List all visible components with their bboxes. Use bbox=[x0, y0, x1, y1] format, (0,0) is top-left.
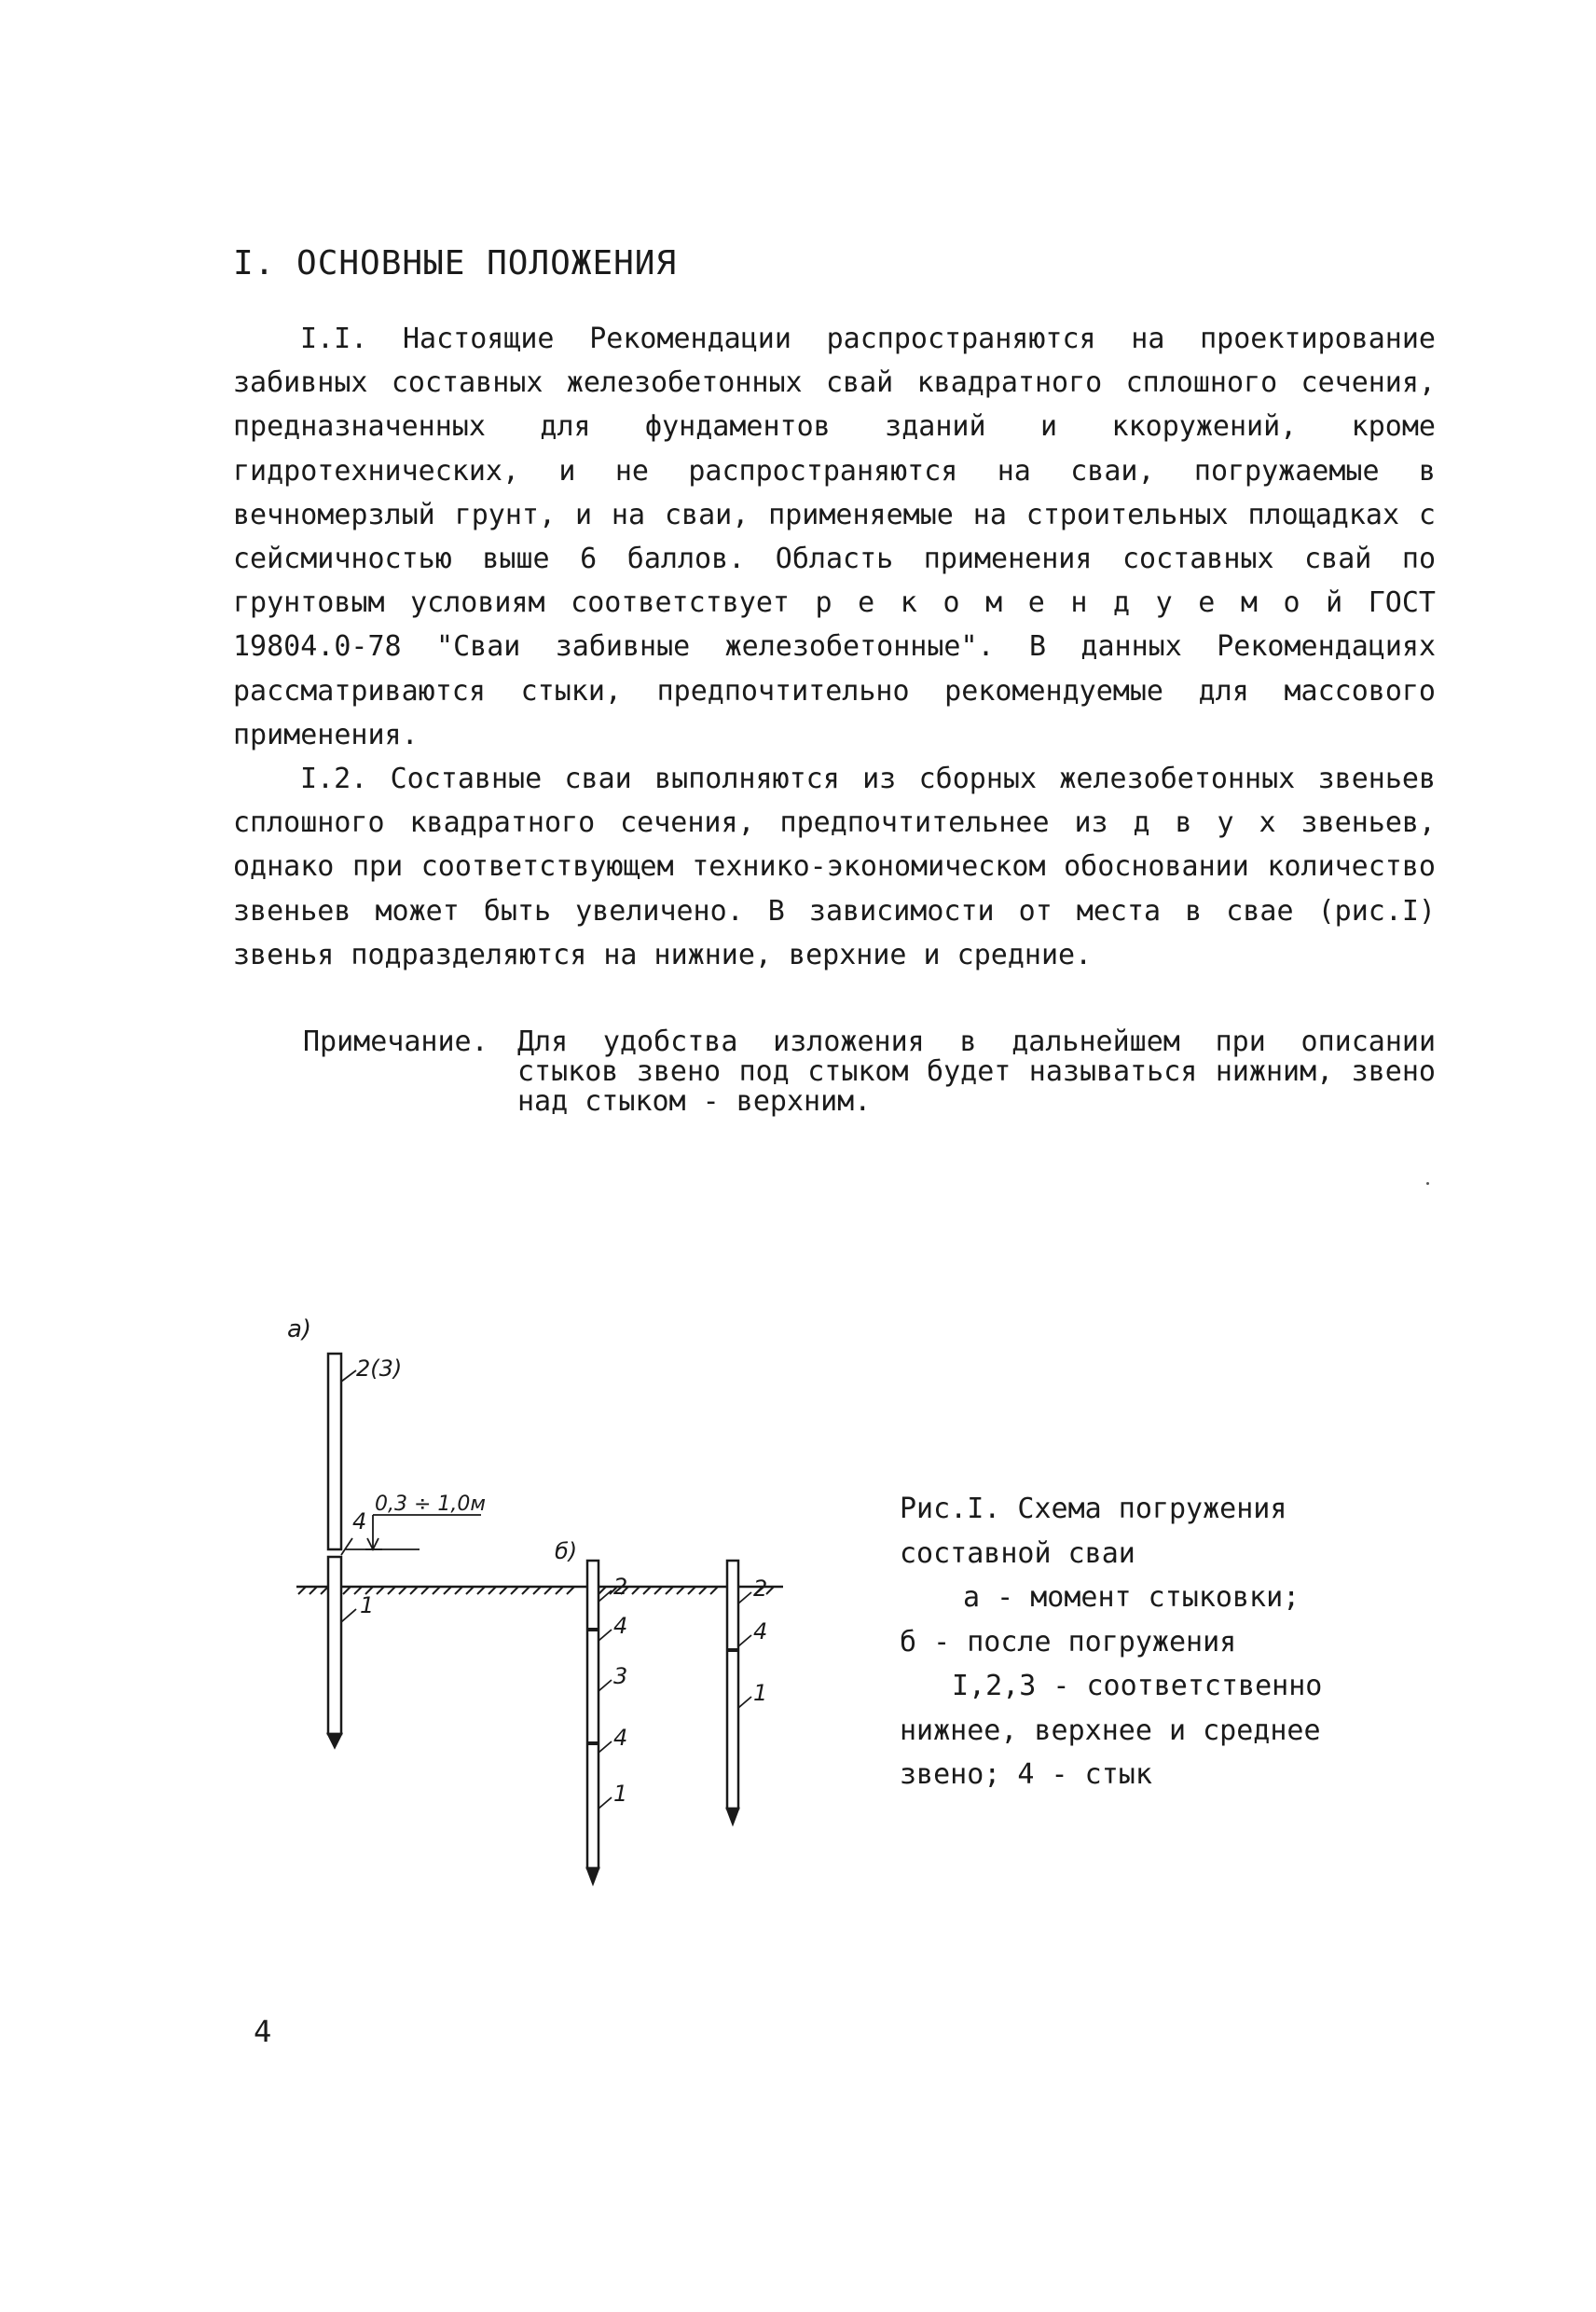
caption-line-7: звено; 4 - стык bbox=[900, 1758, 1152, 1791]
pile-a-leaders bbox=[341, 1370, 356, 1622]
caption-line-5: I,2,3 - соответственно bbox=[952, 1670, 1323, 1702]
label-2-pile-b2: 2 bbox=[753, 1576, 768, 1602]
caption-line-4: б - после погружения bbox=[900, 1625, 1237, 1658]
paragraph-1-1 bbox=[233, 317, 1436, 757]
label-2-3: 2(3) bbox=[356, 1356, 403, 1382]
label-2-pile-b1: 2 bbox=[613, 1574, 628, 1600]
note-label: Примечание. bbox=[303, 1025, 488, 1058]
paragraph-1-1-text: I.I. Настоящие Рекомендации распространяются на проектирование забивных составных железобетонных свай квадратного сплошного сечения, предназначенных для фундаментов зданий и ккоружений, кроме гидротехнических, и не распространяются на сваи, погружаемые в вечномерзлый грунт, и на сваи, применяемые на строительных площадках с сейсмичностью выше 6 баллов. Область применения составных свай по грунтовым условиям соответствует р е к о м е н д у е м о й ГОСТ 19804.0-78 "Сваи забивные железобетонные". В данных Рекомендациях рассматриваются стыки, предпочтительно рекомендуемые для массового применения. bbox=[233, 323, 1436, 751]
label-1-pile-a: 1 bbox=[360, 1592, 375, 1618]
label-4-pile-b1-lower: 4 bbox=[613, 1725, 628, 1751]
label-4-pile-b2: 4 bbox=[753, 1618, 768, 1645]
section-heading: I. ОСНОВНЫЕ ПОЛОЖЕНИЯ bbox=[233, 244, 678, 282]
page-number: 4 bbox=[254, 2014, 272, 2049]
caption-line-6: нижнее, верхнее и среднее bbox=[900, 1713, 1321, 1747]
label-3-pile-b1: 3 bbox=[613, 1663, 628, 1689]
label-b: б) bbox=[555, 1538, 578, 1564]
pile-a-upper-link bbox=[328, 1354, 341, 1549]
caption-line-1: Рис.I. Схема погружения bbox=[900, 1493, 1287, 1525]
paragraph-1-2-text: I.2. Составные сваи выполняются из сборных железобетонных звеньев сплошного квадратного сечения, предпочтительнее из д в у х звеньев, однако при соответствующем технико-экономическом обосновании количество звеньев может быть увеличено. В зависимости от места в свае (рис.I) звенья подразделяются на нижние, верхние и средние. bbox=[233, 763, 1436, 971]
pile-b1 bbox=[587, 1561, 598, 1883]
paragraph-1-2 bbox=[233, 757, 1436, 977]
label-1-pile-b1: 1 bbox=[613, 1781, 628, 1807]
caption-line-3: а - момент стыковки; bbox=[963, 1581, 1300, 1614]
figure-caption bbox=[900, 1487, 1422, 1797]
label-a: а) bbox=[287, 1315, 312, 1343]
label-4-pile-a: 4 bbox=[352, 1508, 367, 1534]
pile-a-lower-link bbox=[328, 1557, 341, 1747]
figure-pile-driving-scheme bbox=[270, 1305, 830, 1920]
label-4-pile-b1-upper: 4 bbox=[613, 1613, 628, 1639]
label-1-pile-b2: 1 bbox=[753, 1680, 768, 1706]
pile-b2-leaders bbox=[738, 1592, 751, 1708]
note-text: Для удобства изложения в дальнейшем при описании стыков звено под стыком будет называться нижним, звено над стыком - верхним. bbox=[517, 1025, 1436, 1118]
pile-diagram bbox=[270, 1305, 830, 1920]
scan-speck bbox=[1426, 1182, 1429, 1185]
pile-b1-leaders bbox=[598, 1590, 612, 1809]
dimension-label: 0,3 ÷ 1,0м bbox=[375, 1493, 486, 1516]
caption-line-2: составной сваи bbox=[900, 1536, 1135, 1570]
pile-b2 bbox=[727, 1561, 738, 1823]
